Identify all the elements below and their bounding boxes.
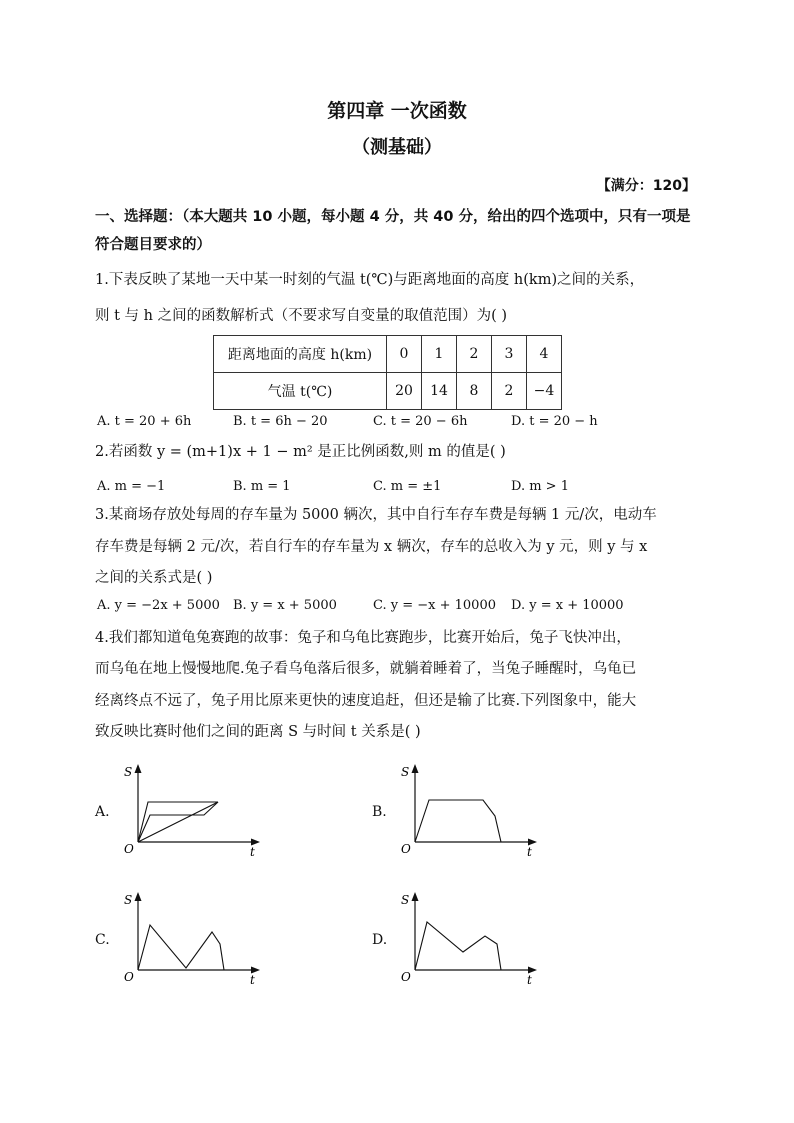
q3-option-d[interactable]: D. y = x + 10000 (511, 598, 624, 613)
graph-a-option-label[interactable]: A. (95, 804, 110, 820)
page-title: 第四章 一次函数 (327, 100, 467, 122)
q2-option-c[interactable]: C. m = ±1 (373, 479, 442, 494)
table-cell: −4 (527, 373, 562, 410)
graph-a-x-label: t (250, 845, 255, 859)
graph-d-origin-label: O (401, 970, 411, 984)
q3-line-3: 之间的关系式是( ) (95, 570, 213, 586)
graph-b-curve (415, 800, 501, 842)
q2-option-b[interactable]: B. m = 1 (233, 479, 291, 494)
q3-option-b[interactable]: B. y = x + 5000 (233, 598, 337, 613)
graph-c-curve (138, 925, 224, 970)
graph-a[interactable] (118, 760, 268, 860)
graph-a-y-arrow (135, 764, 142, 773)
table-row (214, 336, 562, 373)
table-cell: 1 (422, 336, 457, 373)
q4-line-4: 致反映比赛时他们之间的距离 S 与时间 t 关系是( ) (95, 724, 421, 740)
table-cell: 20 (387, 373, 422, 410)
q1-option-a[interactable]: A. t = 20 + 6h (97, 414, 192, 429)
table-cell: 2 (492, 373, 527, 410)
graph-c-y-label: S (124, 893, 133, 907)
graph-d-y-label: S (401, 893, 410, 907)
q4-line-2: 而乌龟在地上慢慢地爬.兔子看乌龟落后很多，就躺着睡着了，当兔子睡醒时，乌龟已 (95, 661, 637, 677)
graph-d-option-label[interactable]: D. (372, 932, 388, 948)
q1-option-c[interactable]: C. t = 20 − 6h (373, 414, 468, 429)
graph-c[interactable] (118, 888, 268, 988)
table-cell: 2 (457, 336, 492, 373)
graph-c-y-arrow (135, 892, 142, 901)
graph-d-x-label: t (527, 973, 532, 987)
table-cell: 14 (422, 373, 457, 410)
graph-b-y-arrow (412, 764, 419, 773)
graph-c-option-label[interactable]: C. (95, 932, 110, 948)
table-cell: 0 (387, 336, 422, 373)
score-label: 【满分：120】 (596, 178, 696, 194)
page-subtitle: （测基础） (352, 137, 442, 158)
graph-b-origin-label: O (401, 842, 411, 856)
q3-option-c[interactable]: C. y = −x + 10000 (373, 598, 496, 613)
q2-option-d[interactable]: D. m > 1 (511, 479, 569, 494)
graph-a-y-label: S (124, 765, 133, 779)
graph-b[interactable] (395, 760, 545, 860)
q4-line-3: 经离终点不远了，兔子用比原来更快的速度追赶，但还是输了比赛.下列图象中，能大 (95, 693, 637, 709)
graph-c-x-label: t (250, 973, 255, 987)
q4-line-1: 4.我们都知道龟兔赛跑的故事：兔子和乌龟比赛跑步，比赛开始后，兔子飞快冲出， (95, 630, 631, 646)
q1-option-d[interactable]: D. t = 20 − h (511, 414, 598, 429)
q3-line-1: 3.某商场存放处每周的存车量为 5000 辆次，其中自行车存车费是每辆 1 元/次，电动车 (95, 507, 657, 523)
graph-d-y-arrow (412, 892, 419, 901)
table-header-height: 距离地面的高度 h(km) (214, 336, 387, 373)
graph-d[interactable] (395, 888, 545, 988)
table-cell: 4 (527, 336, 562, 373)
table-cell: 8 (457, 373, 492, 410)
q3-option-a[interactable]: A. y = −2x + 5000 (97, 598, 220, 613)
graph-b-y-label: S (401, 765, 410, 779)
graph-b-option-label[interactable]: B. (372, 804, 387, 820)
q3-line-2: 存车费是每辆 2 元/次，若自行车的存车量为 x 辆次，存车的总收入为 y 元，则 y 与 x (95, 539, 648, 555)
q2-option-a[interactable]: A. m = −1 (97, 479, 166, 494)
graph-a-curve-2 (138, 802, 218, 842)
graph-a-origin-label: O (124, 842, 134, 856)
table-header-temperature: 气温 t(℃) (214, 373, 387, 410)
graph-d-curve (415, 922, 501, 970)
section-heading: 一、选择题：（本大题共 10 小题，每小题 4 分，共 40 分，给出的四个选项中，只有一项是符合题目要求的） (95, 209, 691, 253)
graph-b-x-label: t (527, 845, 532, 859)
q1-line-1: 1.下表反映了某地一天中某一时刻的气温 t(℃)与距离地面的高度 h(km)之间的关系， (95, 272, 645, 288)
table-row (214, 373, 562, 410)
q1-option-b[interactable]: B. t = 6h − 20 (233, 414, 328, 429)
table-cell: 3 (492, 336, 527, 373)
graph-c-origin-label: O (124, 970, 134, 984)
q1-line-2: 则 t 与 h 之间的函数解析式（不要求写自变量的取值范围）为( ) (95, 308, 508, 324)
q1-data-table (213, 335, 562, 410)
q2-line-1: 2.若函数 y = (m+1)x + 1 − m² 是正比例函数,则 m 的值是( ) (95, 444, 506, 460)
